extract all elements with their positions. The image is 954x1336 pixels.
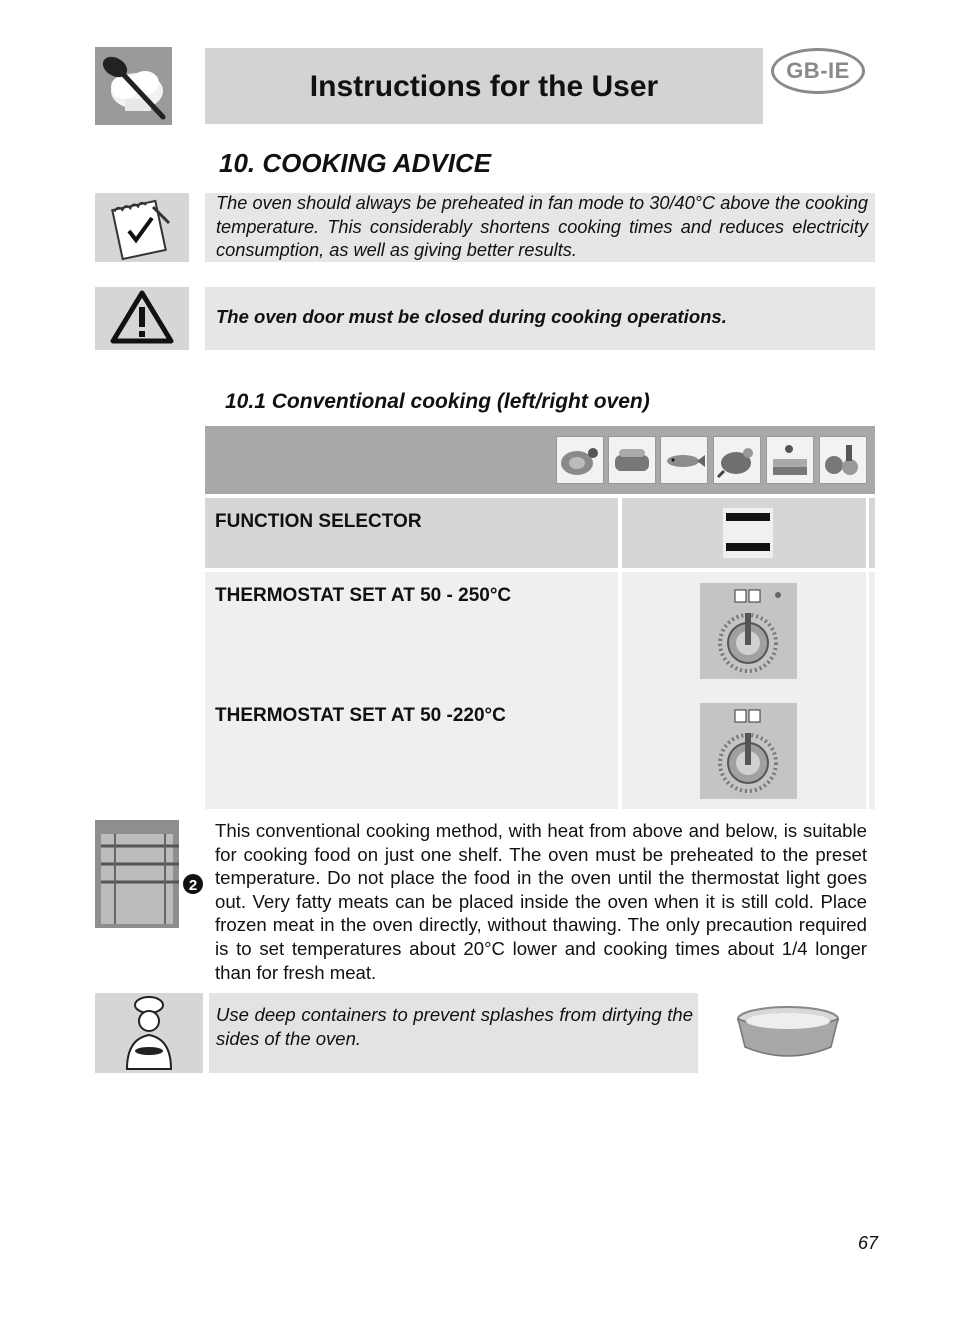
meat-icon	[556, 436, 604, 484]
bread-icon	[608, 436, 656, 484]
country-badge	[771, 48, 865, 94]
warning-icon	[95, 287, 189, 350]
vegetables-icon	[819, 436, 867, 484]
warning-icon-box	[95, 287, 189, 350]
thermostat-220-label: THERMOSTAT SET AT 50 -220°C	[215, 705, 506, 726]
thermostat-dial-250-icon	[700, 583, 797, 679]
preheat-note: The oven should always be preheated in fan mode to 30/40°C above the cooking temperature. This considerably shortens cooking times and reduces electricity consumption, as well as giving better results.	[216, 193, 868, 261]
notepad-icon	[95, 193, 189, 262]
fish-icon	[660, 436, 708, 484]
country-code: GB-IE	[786, 58, 850, 83]
page-title: Instructions for the User	[309, 70, 659, 103]
section-heading: 10. COOKING ADVICE	[219, 148, 492, 178]
oven-shelf-icon	[95, 820, 205, 930]
top-bottom-heat-icon	[622, 498, 866, 568]
baking-pan-icon	[733, 1003, 843, 1063]
shelf-number: 2	[188, 877, 198, 894]
door-warning: The oven door must be closed during cooking operations.	[216, 306, 727, 327]
chef-icon-box	[95, 993, 203, 1073]
function-symbol-cell	[622, 498, 866, 568]
table-edge	[869, 572, 875, 809]
conventional-cooking-description: This conventional cooking method, with heat from above and below, is suitable for cooking food on just one shelf. The oven must be preheated to the preset temperature. Do not place the food in the oven until the thermostat light goes out. Very fatty meats can be placed inside the oven when it is still cold. Place frozen meat in the oven directly, without thawing. The only precaution required is to set temperatures about 20°C lower and cooking times about 1/4 longer than for fresh meat.	[215, 820, 867, 983]
thermostat-dial-220-icon	[700, 703, 797, 799]
page-number: 67	[858, 1233, 879, 1253]
header-title-box	[205, 48, 763, 124]
table-edge	[869, 498, 875, 568]
chef-icon	[95, 993, 203, 1073]
function-selector-label: FUNCTION SELECTOR	[215, 511, 422, 532]
thermostat-cell	[205, 572, 618, 809]
thermostat-250-label: THERMOSTAT SET AT 50 - 250°C	[215, 585, 512, 606]
deep-containers-tip: Use deep containers to prevent splashes from dirtying the sides of the oven.	[216, 1004, 693, 1049]
spoon-chef-hat-logo	[95, 47, 172, 125]
subsection-heading: 10.1 Conventional cooking (left/right oven)	[225, 390, 650, 413]
function-selector-cell	[205, 498, 618, 568]
poultry-icon	[713, 436, 761, 484]
cake-icon	[766, 436, 814, 484]
note-icon-box	[95, 193, 189, 262]
